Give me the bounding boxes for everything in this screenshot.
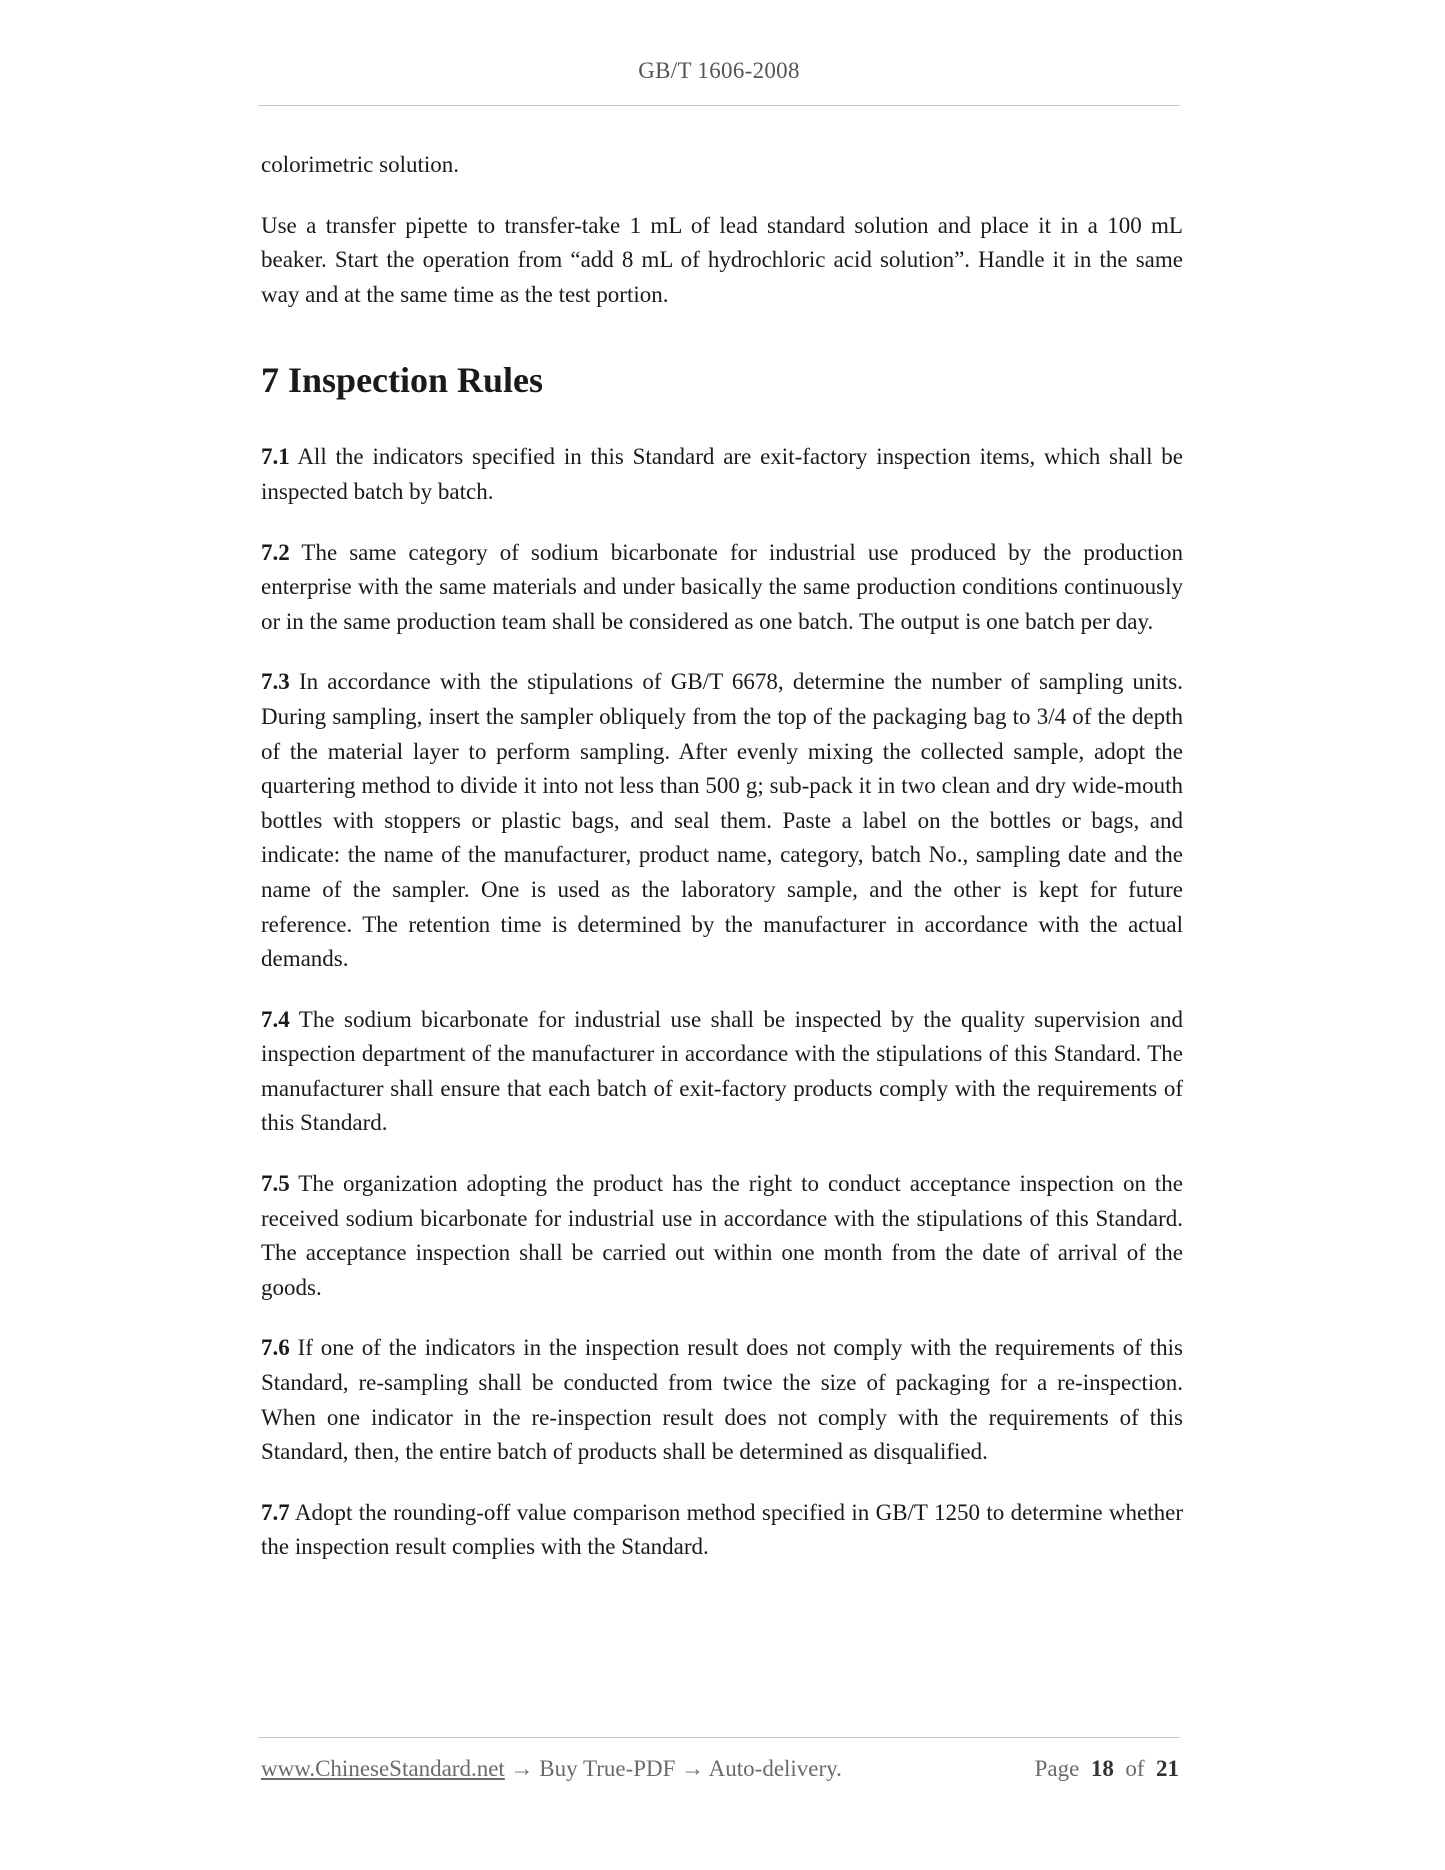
header-divider — [258, 105, 1180, 106]
page-header-title: GB/T 1606-2008 — [638, 58, 800, 83]
clause-text: In accordance with the stipulations of GB/T 6678, determine the number of sampling units. During sampling, insert the sampler obliquely from the top of the packaging bag to 3/4 of the depth of the material layer to perform sampling. After evenly mixing the collected sample, adopt the quartering method to divide it into not less than 500 g; sub-pack it in two clean and dry wide-mouth bottles with stoppers or plastic bags, and seal them. Paste a label on the bottles or bags, and indicate: the name of the manufacturer, product name, category, batch No., sampling date and the name of the sampler. One is used as the laboratory sample, and the other is kept for future reference. The retention time is determined by the manufacturer in accordance with the actual demands. — [261, 669, 1183, 972]
site-link[interactable]: www.ChineseStandard.net — [261, 1756, 505, 1781]
clause-text: All the indicators specified in this Standard are exit-factory inspection items, which shall be inspected batch by batch. — [261, 444, 1183, 504]
clause-text: The sodium bicarbonate for industrial use shall be inspected by the quality supervision and inspection department of the manufacturer in accordance with the stipulations of this Standard. The manufacturer shall ensure that each batch of exit-factory products comply with the requirements of this Standard. — [261, 1006, 1184, 1136]
promo-text: → Buy True-PDF → Auto-delivery. — [504, 1756, 842, 1781]
footer-divider — [258, 1737, 1180, 1738]
clause-text: The organization adopting the product has the right to conduct acceptance inspection on the received sodium bicarbonate for industrial use in accordance with the stipulations of this Standard. The acceptance inspection shall be carried out within one month from the date of arrival of the goods. — [261, 1171, 1183, 1300]
footer-promo — [261, 1756, 842, 1782]
clause-number: 7.1 — [261, 444, 290, 470]
document-body — [261, 148, 1183, 1565]
clause-number: 7.3 — [261, 669, 290, 695]
clause-number: 7.5 — [261, 1171, 290, 1197]
page-number — [1035, 1756, 1179, 1782]
clause-7-1 — [261, 440, 1183, 509]
current-page: 18 — [1090, 1756, 1114, 1781]
intro-paragraph-1: colorimetric solution. — [261, 152, 460, 177]
clause-7-2 — [261, 536, 1183, 640]
clause-number: 7.2 — [261, 539, 290, 565]
clause-number: 7.6 — [261, 1335, 290, 1361]
section-heading: 7 Inspection Rules — [261, 360, 544, 401]
clause-7-5 — [261, 1167, 1183, 1305]
clause-text: If one of the indicators in the inspection result does not comply with the requirements of this Standard, re-sampling shall be conducted from twice the size of packaging for a re-inspection. When one indicator in the re-inspection result does not comply with the requirements of this Standard, then, the entire batch of products shall be determined as disqualified. — [261, 1335, 1184, 1465]
intro-paragraph-2: Use a transfer pipette to transfer-take 1 mL of lead standard solution and place it in a 100 mL beaker. Start the operation from “add 8 mL of hydrochloric acid solution”. Handle it in the same way and at the same time as the test portion. — [261, 212, 1183, 307]
of-word: of — [1125, 1756, 1145, 1781]
clause-7-6 — [261, 1331, 1183, 1469]
clause-text: Adopt the rounding-off value comparison method specified in GB/T 1250 to determine whether the inspection result complies with the Standard. — [261, 1499, 1183, 1560]
clause-7-7 — [261, 1496, 1183, 1565]
clause-text: The same category of sodium bicarbonate for industrial use produced by the production enterprise with the same materials and under basically the same production conditions continuously or in the same production team shall be considered as one batch. The output is one batch per day. — [261, 539, 1183, 634]
total-pages: 21 — [1156, 1756, 1179, 1781]
clause-7-3 — [261, 665, 1183, 976]
clause-number: 7.7 — [261, 1499, 290, 1525]
clause-7-4 — [261, 1003, 1183, 1141]
page-word: Page — [1034, 1756, 1080, 1781]
clause-number: 7.4 — [261, 1006, 290, 1032]
